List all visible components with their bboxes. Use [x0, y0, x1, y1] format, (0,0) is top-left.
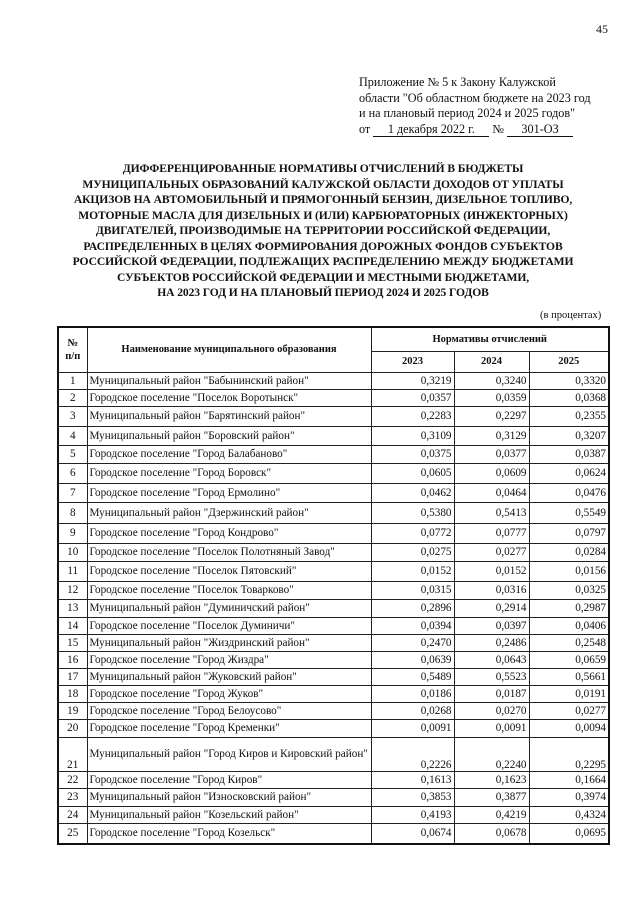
value-2025: 0,0094 [529, 719, 609, 737]
municipality-name: Городское поселение "Город Кондрово" [87, 523, 371, 543]
row-number: 7 [58, 483, 87, 502]
value-2023: 0,0375 [371, 445, 454, 463]
value-2024: 0,2914 [454, 599, 529, 617]
value-2024: 0,5523 [454, 668, 529, 685]
row-number: 1 [58, 372, 87, 389]
row-number: 23 [58, 788, 87, 806]
value-2024: 0,0678 [454, 823, 529, 844]
value-2023: 0,0152 [371, 561, 454, 581]
title-line: МУНИЦИПАЛЬНЫХ ОБРАЗОВАНИЙ КАЛУЖСКОЙ ОБЛАСТИ ДОХОДОВ ОТ УПЛАТЫ [82, 177, 564, 191]
title-line: ДВИГАТЕЛЕЙ, ПРОИЗВОДИМЫЕ НА ТЕРРИТОРИИ РОССИЙСКОЙ ФЕДЕРАЦИИ, [95, 224, 551, 237]
value-2025: 0,2355 [529, 406, 609, 426]
row-number: 8 [58, 502, 87, 523]
value-2025: 0,2295 [529, 737, 609, 771]
value-2023: 0,0268 [371, 702, 454, 719]
municipality-name: Городское поселение "Город Жиздра" [87, 651, 371, 668]
value-2023: 0,1613 [371, 771, 454, 788]
appendix-line-3: и на плановый период 2024 и 2025 годов" [359, 106, 576, 120]
value-2025: 0,2548 [529, 634, 609, 651]
value-2025: 0,0387 [529, 445, 609, 463]
value-2024: 0,0187 [454, 685, 529, 702]
value-2024: 0,0397 [454, 617, 529, 634]
header-group: Нормативы отчислений [371, 327, 609, 351]
value-2025: 0,0659 [529, 651, 609, 668]
table-row [58, 445, 609, 463]
value-2024: 0,4219 [454, 806, 529, 823]
value-2024: 0,5413 [454, 502, 529, 523]
value-2023: 0,0605 [371, 463, 454, 483]
table-row [58, 634, 609, 651]
table-row [58, 685, 609, 702]
value-2024: 0,0609 [454, 463, 529, 483]
value-2023: 0,5380 [371, 502, 454, 523]
value-2023: 0,0772 [371, 523, 454, 543]
header-year-2025: 2025 [529, 351, 609, 372]
row-number: 19 [58, 702, 87, 719]
municipality-name: Городское поселение "Поселок Полотняный Завод" [87, 543, 371, 561]
municipality-name: Городское поселение "Город Белоусово" [87, 702, 371, 719]
value-2025: 0,3974 [529, 788, 609, 806]
value-2024: 0,1623 [454, 771, 529, 788]
value-2023: 0,4193 [371, 806, 454, 823]
municipality-name: Муниципальный район "Бабынинский район" [87, 372, 371, 389]
value-2024: 0,0152 [454, 561, 529, 581]
title-line: СУБЪЕКТОВ РОССИЙСКОЙ ФЕДЕРАЦИИ И МЕСТНЫМИ БЮДЖЕТАМИ, [116, 270, 530, 284]
value-2025: 0,5661 [529, 668, 609, 685]
value-2023: 0,0357 [371, 389, 454, 406]
title-line: РАСПРЕДЕЛЕННЫХ В ЦЕЛЯХ ФОРМИРОВАНИЯ ДОРОЖНЫХ ФОНДОВ СУБЪЕКТОВ [83, 239, 563, 253]
header-name: Наименование муниципального образования [87, 327, 371, 372]
value-2025: 0,0368 [529, 389, 609, 406]
row-number: 3 [58, 406, 87, 426]
value-2025: 0,2987 [529, 599, 609, 617]
value-2024: 0,0777 [454, 523, 529, 543]
value-2024: 0,3240 [454, 372, 529, 389]
page-number: 45 [596, 22, 608, 36]
value-2024: 0,0277 [454, 543, 529, 561]
value-2023: 0,2896 [371, 599, 454, 617]
value-2023: 0,0674 [371, 823, 454, 844]
value-2024: 0,2486 [454, 634, 529, 651]
value-2025: 0,0797 [529, 523, 609, 543]
table-row [58, 463, 609, 483]
table-row [58, 617, 609, 634]
value-2023: 0,3219 [371, 372, 454, 389]
value-2024: 0,3877 [454, 788, 529, 806]
value-2025: 0,0284 [529, 543, 609, 561]
value-2023: 0,2226 [371, 737, 454, 771]
municipality-name: Городское поселение "Город Кременки" [87, 719, 371, 737]
row-number: 24 [58, 806, 87, 823]
row-number: 10 [58, 543, 87, 561]
law-date: 1 декабря 2022 г. [373, 123, 489, 137]
value-2025: 0,0476 [529, 483, 609, 502]
document-title [40, 161, 606, 301]
value-2024: 0,3129 [454, 426, 529, 445]
law-number: 301-ОЗ [507, 123, 573, 137]
value-2024: 0,0377 [454, 445, 529, 463]
row-number: 22 [58, 771, 87, 788]
row-number: 13 [58, 599, 87, 617]
value-2025: 0,3207 [529, 426, 609, 445]
row-number: 9 [58, 523, 87, 543]
value-2024: 0,0359 [454, 389, 529, 406]
municipality-name: Городское поселение "Поселок Воротынск" [87, 389, 371, 406]
value-2023: 0,3109 [371, 426, 454, 445]
municipality-name: Городское поселение "Город Боровск" [87, 463, 371, 483]
number-label: № [492, 121, 504, 136]
header-num: № п/п [58, 327, 87, 372]
row-number: 6 [58, 463, 87, 483]
row-number: 5 [58, 445, 87, 463]
table-row [58, 771, 609, 788]
appendix-header [359, 75, 591, 137]
row-number: 25 [58, 823, 87, 844]
value-2025: 0,3320 [529, 372, 609, 389]
value-2025: 0,1664 [529, 771, 609, 788]
value-2024: 0,0643 [454, 651, 529, 668]
table-row [58, 599, 609, 617]
table-row [58, 523, 609, 543]
title-line: ДИФФЕРЕНЦИРОВАННЫЕ НОРМАТИВЫ ОТЧИСЛЕНИЙ В БЮДЖЕТЫ [122, 162, 524, 175]
value-2025: 0,5549 [529, 502, 609, 523]
value-2023: 0,0186 [371, 685, 454, 702]
table-row [58, 581, 609, 599]
value-2023: 0,0091 [371, 719, 454, 737]
value-2023: 0,0394 [371, 617, 454, 634]
table-row [58, 651, 609, 668]
appendix-line-2: области "Об областном бюджете на 2023 год [359, 90, 591, 105]
row-number: 11 [58, 561, 87, 581]
municipality-name: Муниципальный район "Барятинский район" [87, 406, 371, 426]
header-year-2023: 2023 [371, 351, 454, 372]
table-row [58, 543, 609, 561]
table-row [58, 426, 609, 445]
municipality-name: Муниципальный район "Боровский район" [87, 426, 371, 445]
title-line: РОССИЙСКОЙ ФЕДЕРАЦИИ, ПОДЛЕЖАЩИХ РАСПРЕДЕЛЕНИЮ МЕЖДУ БЮДЖЕТАМИ [72, 255, 574, 268]
value-2025: 0,0406 [529, 617, 609, 634]
value-2023: 0,0462 [371, 483, 454, 502]
value-2025: 0,4324 [529, 806, 609, 823]
municipality-name: Городское поселение "Город Киров" [87, 771, 371, 788]
municipality-name: Муниципальный район "Дзержинский район" [87, 502, 371, 523]
value-2024: 0,2240 [454, 737, 529, 771]
row-number: 17 [58, 668, 87, 685]
municipality-name: Городское поселение "Поселок Товарково" [87, 581, 371, 599]
table-row [58, 737, 609, 771]
table-row [58, 406, 609, 426]
value-2025: 0,0325 [529, 581, 609, 599]
table-row [58, 389, 609, 406]
row-number: 2 [58, 389, 87, 406]
normatives-table [57, 326, 610, 845]
row-number: 12 [58, 581, 87, 599]
header-year-2024: 2024 [454, 351, 529, 372]
row-number: 14 [58, 617, 87, 634]
value-2023: 0,5489 [371, 668, 454, 685]
value-2023: 0,2283 [371, 406, 454, 426]
table-row [58, 502, 609, 523]
value-2025: 0,0156 [529, 561, 609, 581]
value-2023: 0,0275 [371, 543, 454, 561]
municipality-name: Городское поселение "Город Ермолино" [87, 483, 371, 502]
table-row [58, 668, 609, 685]
table-row [58, 372, 609, 389]
municipality-name: Городское поселение "Город Балабаново" [87, 445, 371, 463]
value-2023: 0,3853 [371, 788, 454, 806]
municipality-name: Муниципальный район "Козельский район" [87, 806, 371, 823]
table-row [58, 719, 609, 737]
value-2023: 0,2470 [371, 634, 454, 651]
value-2024: 0,0270 [454, 702, 529, 719]
row-number: 15 [58, 634, 87, 651]
municipality-name: Муниципальный район "Жиздринский район" [87, 634, 371, 651]
table-row [58, 483, 609, 502]
table-row [58, 702, 609, 719]
value-2025: 0,0624 [529, 463, 609, 483]
table-row [58, 561, 609, 581]
value-2025: 0,0277 [529, 702, 609, 719]
row-number: 21 [58, 737, 87, 771]
value-2025: 0,0191 [529, 685, 609, 702]
row-number: 16 [58, 651, 87, 668]
value-2023: 0,0315 [371, 581, 454, 599]
municipality-name: Муниципальный район "Износковский район" [87, 788, 371, 806]
from-label: от [359, 121, 371, 136]
value-2024: 0,2297 [454, 406, 529, 426]
municipality-name: Муниципальный район "Город Киров и Кировский район" [87, 737, 371, 771]
municipality-name: Городское поселение "Город Жуков" [87, 685, 371, 702]
table-row [58, 823, 609, 844]
municipality-name: Городское поселение "Поселок Пятовский" [87, 561, 371, 581]
value-2024: 0,0316 [454, 581, 529, 599]
table-row [58, 806, 609, 823]
value-2025: 0,0695 [529, 823, 609, 844]
row-number: 4 [58, 426, 87, 445]
appendix-line-4 [359, 122, 591, 138]
row-number: 18 [58, 685, 87, 702]
value-2024: 0,0464 [454, 483, 529, 502]
title-line: АКЦИЗОВ НА АВТОМОБИЛЬНЫЙ И ПРЯМОГОННЫЙ БЕНЗИН, ДИЗЕЛЬНОЕ ТОПЛИВО, [73, 193, 573, 206]
title-line: МОТОРНЫЕ МАСЛА ДЛЯ ДИЗЕЛЬНЫХ И (ИЛИ) КАРБЮРАТОРНЫХ (ИНЖЕКТОРНЫХ) [78, 208, 568, 222]
table-row [58, 788, 609, 806]
appendix-line-1: Приложение № 5 к Закону Калужской [359, 75, 556, 89]
title-line: НА 2023 ГОД И НА ПЛАНОВЫЙ ПЕРИОД 2024 И 2025 ГОДОВ [157, 286, 489, 299]
municipality-name: Муниципальный район "Думиничский район" [87, 599, 371, 617]
units-note: (в процентах) [540, 310, 602, 321]
municipality-name: Городское поселение "Поселок Думиничи" [87, 617, 371, 634]
value-2023: 0,0639 [371, 651, 454, 668]
value-2024: 0,0091 [454, 719, 529, 737]
row-number: 20 [58, 719, 87, 737]
municipality-name: Муниципальный район "Жуковский район" [87, 668, 371, 685]
municipality-name: Городское поселение "Город Козельск" [87, 823, 371, 844]
